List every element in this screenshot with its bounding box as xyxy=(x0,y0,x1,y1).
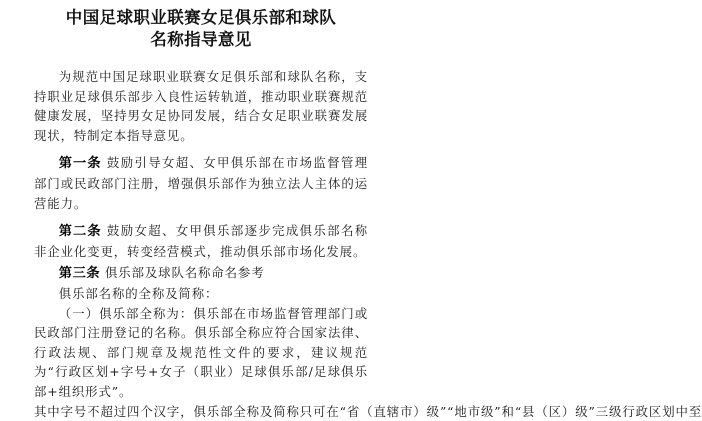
title-line-2: 名称指导意见 xyxy=(34,29,368,51)
article-1-label: 第一条 xyxy=(59,156,102,171)
article-1-text: 鼓励引导女超、女甲俱乐部在市场监督管理部门或民政部门注册，增强俱乐部作为独立法人主体的运营能力。 xyxy=(34,155,368,210)
article-3 xyxy=(34,263,368,284)
intro-paragraph: 为规范中国足球职业联赛女足俱乐部和球队名称，支持职业足球俱乐部步入良性运转轨道，推动职业联赛规范健康发展，坚持男女足协同发展，结合女足职业联赛发展现状，特制定本指导意见。 xyxy=(34,67,368,145)
article-2 xyxy=(34,221,368,261)
item-1-continued: 其中字号不超过四个汉字，俱乐部全称及简称只可在“省（直辖市）级”“地市级”和“县（区）级”三级行政区划中至 xyxy=(34,402,368,421)
article-3-label: 第三条 xyxy=(59,266,100,281)
article-2-label: 第二条 xyxy=(59,224,102,239)
article-3-text: 俱乐部及球队名称命名参考 xyxy=(105,265,265,280)
sub-heading: 俱乐部名称的全称及简称： xyxy=(34,284,368,304)
document-title xyxy=(34,7,368,51)
item-1: （一）俱乐部全称为：俱乐部在市场监督管理部门或民政部门注册登记的名称。俱乐部全称应符合国家法律、行政法规、部门规章及规范性文件的要求，建议规范为“行政区划+字号+女子（职业）足球俱乐部/足球俱乐部+组织形式”。 xyxy=(34,304,368,402)
article-1 xyxy=(34,153,368,213)
article-2-text: 鼓励女超、女甲俱乐部逐步完成俱乐部名称非企业化变更，转变经营模式，推动俱乐部市场化发展。 xyxy=(34,223,368,259)
title-line-1: 中国足球职业联赛女足俱乐部和球队 xyxy=(34,7,368,29)
